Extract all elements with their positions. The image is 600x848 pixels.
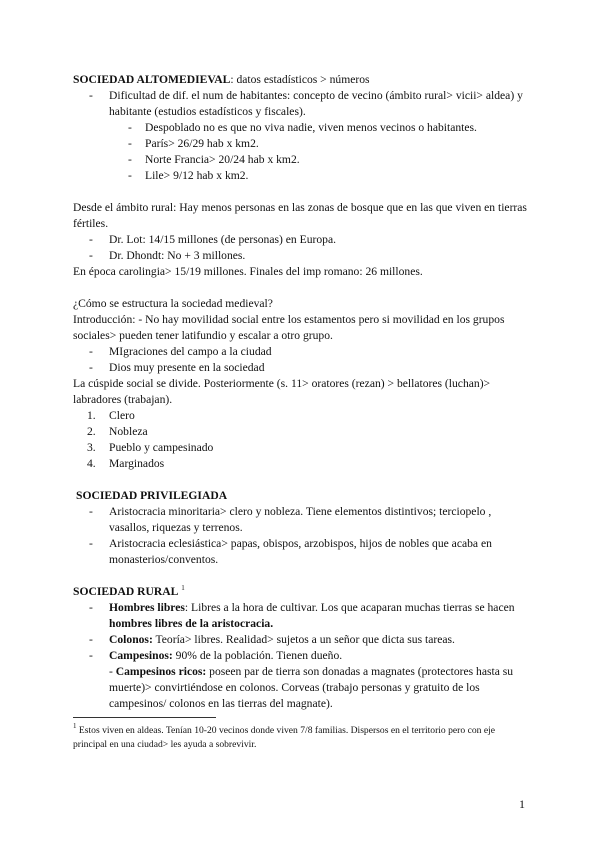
list-item: 4. Marginados bbox=[87, 457, 165, 470]
list-item: 1. Clero bbox=[87, 409, 135, 422]
privilegiada-list bbox=[73, 504, 528, 568]
list-item: - París> 26/29 hab x km2. bbox=[73, 136, 528, 152]
list-item: - Norte Francia> 20/24 hab x km2. bbox=[73, 152, 528, 168]
list-item: - Campesinos: 90% de la población. Tienen dueño. - Campesinos ricos: poseen par de tierra son donadas a magnates (protectores hasta su muerte)> convirtiéndose en colonos. Corveas (trabajo personas y gratuito de los campesinos/ colonos en las tierras del magnate). bbox=[73, 648, 528, 712]
list-item: - Despoblado no es que no viva nadie, viven menos vecinos o habitantes. bbox=[73, 120, 528, 136]
rural-intro-paragraph: Desde el ámbito rural: Hay menos personas en las zonas de bosque que en las que viven en tierras fértiles. bbox=[73, 201, 527, 230]
section-title-rest: : datos estadísticos > números bbox=[230, 73, 370, 86]
estates-numbered-list bbox=[73, 408, 528, 472]
population-list bbox=[73, 232, 528, 264]
list-item: - Aristocracia minoritaria> clero y nobleza. Tiene elementos distintivos; terciopelo , vasallos, riquezas y terrenos. bbox=[73, 504, 528, 536]
page-content bbox=[73, 72, 528, 712]
rural-list bbox=[73, 600, 528, 712]
footnote-reference[interactable]: 1 bbox=[181, 584, 185, 592]
footnote-mark: 1 bbox=[73, 722, 77, 730]
cuspide-paragraph: La cúspide social se divide. Posteriormente (s. 11> oratores (rezan) > bellatores (luchan)> labradores (trabajan). bbox=[73, 377, 491, 406]
altomedieval-list bbox=[73, 88, 528, 120]
footnote: $^1$ Estos viven en aldeas. Tenían 10-20 vecinos donde viven 7/8 familias. Dispersos en el territorio pero con eje principal en una ciudad> les ayuda a sobrevivir. bbox=[73, 722, 495, 750]
list-item: - Dificultad de dif. el num de habitantes: concepto de vecino (ámbito rural> vicii> aldea) y habitante (estudios estadísticos y fiscales). bbox=[73, 88, 528, 120]
list-item: - Dr. Lot: 14/15 millones (de personas) en Europa. bbox=[73, 232, 528, 248]
section-rural-heading: SOCIEDAD RURAL $^1$ bbox=[73, 584, 185, 598]
section-title: SOCIEDAD ALTOMEDIEVAL bbox=[73, 73, 231, 86]
list-item: - Hombres libres: Libres a la hora de cultivar. Los que acaparan muchas tierras se hacen hombres libres de la aristocracia. bbox=[73, 600, 528, 632]
section-privilegiada-heading: SOCIEDAD PRIVILEGIADA bbox=[76, 489, 228, 502]
list-item: - Colonos: Teoría> libres. Realidad> sujetos a un señor que dicta sus tareas. bbox=[73, 632, 528, 648]
list-item: - Aristocracia eclesiástica> papas, obispos, arzobispos, hijos de nobles que acaba en monasterios/conventos. bbox=[73, 536, 528, 568]
structure-question: ¿Cómo se estructura la sociedad medieval? bbox=[73, 297, 273, 310]
list-item: 2. Nobleza bbox=[87, 425, 148, 438]
page-number: 1 bbox=[519, 797, 525, 811]
structure-list bbox=[73, 344, 528, 376]
density-sublist bbox=[73, 120, 528, 184]
list-item: - Lile> 9/12 hab x km2. bbox=[73, 168, 528, 184]
list-item: - Dios muy presente en la sociedad bbox=[73, 360, 528, 376]
structure-intro: Introducción: - No hay movilidad social entre los estamentos pero si movilidad en los grupos sociales> pueden tener latifundio y escalar a otro grupo. bbox=[73, 313, 505, 342]
list-item: - MIgraciones del campo a la ciudad bbox=[73, 344, 528, 360]
footnote-separator bbox=[73, 717, 216, 718]
list-item: 3. Pueblo y campesinado bbox=[87, 441, 214, 454]
list-item: - Dr. Dhondt: No + 3 millones. bbox=[73, 248, 528, 264]
carolingia-paragraph: En época carolingia> 15/19 millones. Finales del imp romano: 26 millones. bbox=[73, 265, 423, 278]
section-altomedieval-heading bbox=[73, 72, 528, 88]
